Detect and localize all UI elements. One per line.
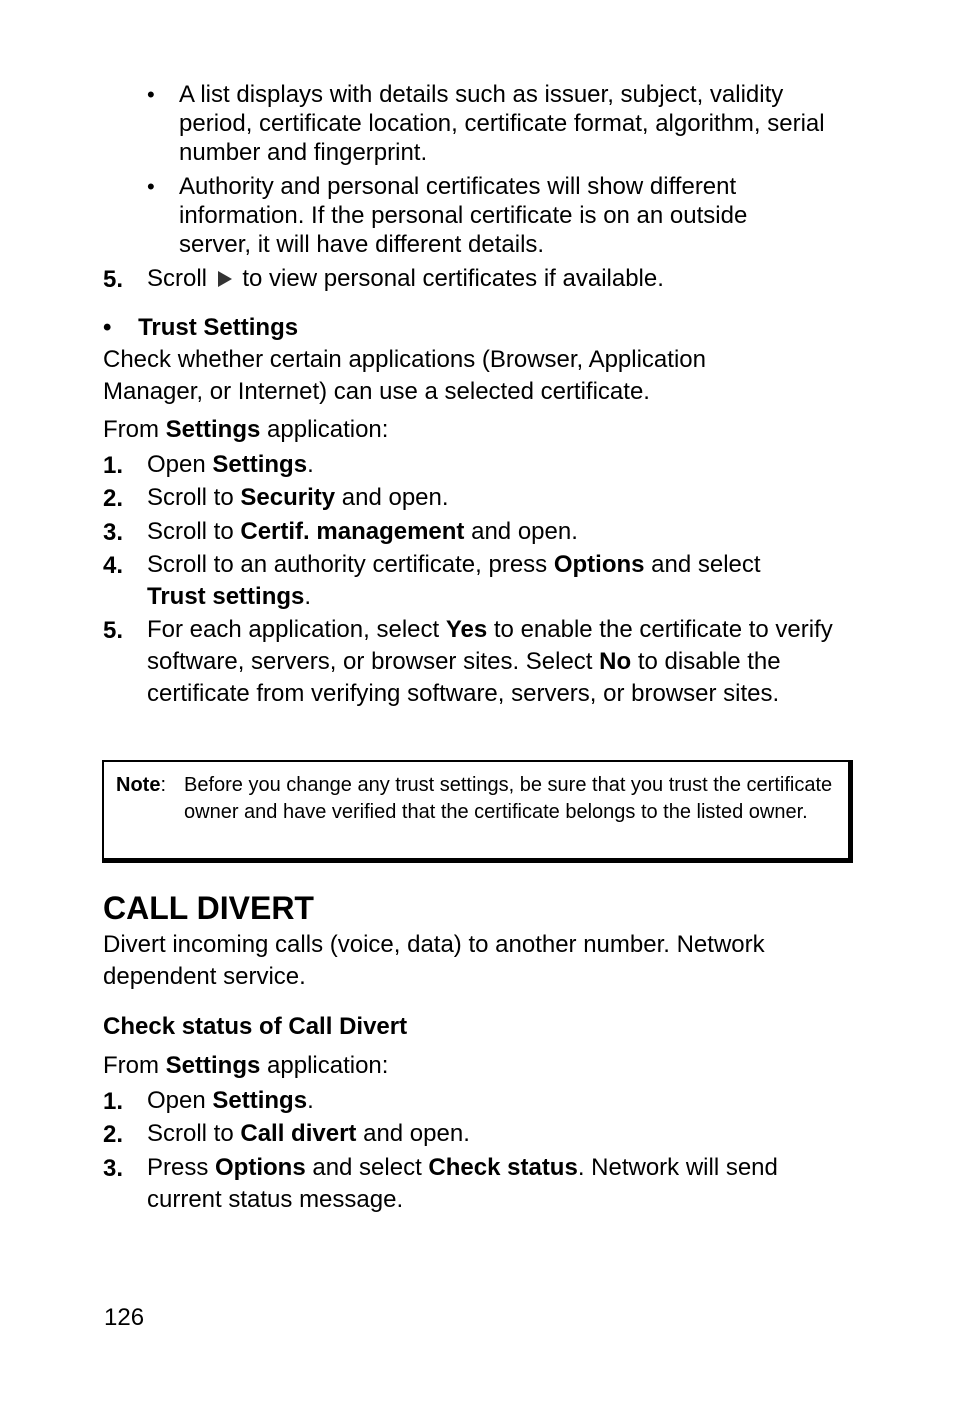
step-a: Open bbox=[147, 1087, 213, 1114]
from-bold: Settings bbox=[165, 416, 261, 443]
step-b: Settings bbox=[212, 451, 308, 478]
from-post: application: bbox=[267, 1052, 389, 1079]
step-number: 2. bbox=[103, 485, 124, 512]
step-b: Yes bbox=[445, 616, 488, 643]
step-e: to disable the certificate from verifying software, servers, or browser sites. bbox=[147, 648, 781, 707]
step-number: 5. bbox=[103, 617, 124, 644]
step-c: and select bbox=[644, 551, 761, 578]
step-b: Options bbox=[215, 1154, 306, 1181]
divert-step-2 bbox=[147, 1118, 847, 1150]
trust-settings-heading bbox=[103, 312, 298, 344]
trust-step-2 bbox=[147, 482, 847, 514]
step-a: Open bbox=[147, 451, 213, 478]
step-number: 3. bbox=[103, 1155, 124, 1182]
step-number: 1. bbox=[103, 452, 124, 479]
trust-step-1 bbox=[147, 449, 847, 481]
step-e: . Network will send current status message. bbox=[147, 1154, 778, 1213]
step-b: Call divert bbox=[240, 1120, 357, 1147]
step-c: . bbox=[307, 451, 314, 478]
step-a: Press bbox=[147, 1154, 216, 1181]
step-c: and open. bbox=[335, 484, 449, 511]
step-number: 1. bbox=[103, 1088, 124, 1115]
from-pre: From bbox=[103, 416, 159, 443]
step-c: and open. bbox=[356, 1120, 470, 1147]
step-d: No bbox=[599, 648, 632, 675]
intro-bullet-2: Authority and personal certificates will show different information. If the personal certificate is on an outside server, it will have different details. bbox=[179, 173, 748, 258]
step-c: to enable the certificate to verify software, servers, or browser sites. Select bbox=[147, 616, 833, 675]
step-b: Settings bbox=[212, 1087, 308, 1114]
divert-step-1 bbox=[147, 1085, 847, 1117]
from-pre: From bbox=[103, 1052, 159, 1079]
step-d: Check status bbox=[428, 1154, 578, 1181]
page-number: 126 bbox=[104, 1304, 145, 1331]
intro-bullet-1: A list displays with details such as issuer, subject, validity period, certificate location, certificate format, algorithm, serial number and fingerprint. bbox=[179, 81, 825, 166]
step-scroll-personal bbox=[147, 263, 847, 295]
step-a: Scroll to an authority certificate, press bbox=[147, 551, 554, 578]
step-a: Scroll to bbox=[147, 518, 241, 545]
divert-from-line bbox=[103, 1050, 388, 1082]
step-d: Trust settings bbox=[147, 583, 305, 610]
step-a: For each application, select bbox=[147, 616, 446, 643]
bullet-mark: • bbox=[147, 82, 155, 107]
step-e: . bbox=[304, 583, 312, 610]
step-text-pre: Scroll bbox=[147, 265, 208, 292]
step-b: Security bbox=[240, 484, 336, 511]
step-number: 3. bbox=[103, 519, 124, 546]
from-post: application: bbox=[267, 416, 389, 443]
note-label-text: Note bbox=[116, 774, 161, 796]
heading-text: Trust Settings bbox=[138, 314, 299, 341]
trust-from-line bbox=[103, 414, 388, 446]
step-c: and select bbox=[305, 1154, 429, 1181]
trust-step-3 bbox=[147, 516, 847, 548]
step-text-post: to view personal certificates if available. bbox=[242, 265, 664, 292]
note-box bbox=[102, 760, 853, 863]
note-text: Before you change any trust settings, be sure that you trust the certificate owner and have verified that the certificate belongs to the listed owner. bbox=[184, 774, 833, 823]
step-c: . bbox=[307, 1087, 314, 1114]
step-a: Scroll to bbox=[147, 484, 241, 511]
step-a: Scroll to bbox=[147, 1120, 241, 1147]
heading-bullet: • bbox=[103, 314, 112, 341]
note-label: Note: bbox=[116, 774, 167, 796]
step-c: and open. bbox=[464, 518, 578, 545]
bullet-mark: • bbox=[147, 174, 155, 199]
step-b: Options bbox=[553, 551, 645, 578]
trust-step-5 bbox=[147, 614, 849, 710]
step-number: 5. bbox=[103, 266, 124, 293]
trust-step-4 bbox=[147, 549, 847, 613]
step-b: Certif. management bbox=[240, 518, 465, 545]
from-bold: Settings bbox=[165, 1052, 261, 1079]
divert-step-3 bbox=[147, 1152, 837, 1216]
step-number: 4. bbox=[103, 552, 124, 579]
step-number: 2. bbox=[103, 1121, 124, 1148]
scroll-right-icon bbox=[218, 271, 232, 287]
section-title: CALL DIVERT bbox=[103, 890, 314, 926]
call-divert-description: Divert incoming calls (voice, data) to another number. Network dependent service. bbox=[103, 931, 765, 990]
trust-settings-description: Check whether certain applications (Browser, Application Manager, or Internet) can use a selected certificate. bbox=[103, 346, 706, 405]
subsection-title: Check status of Call Divert bbox=[103, 1013, 408, 1040]
